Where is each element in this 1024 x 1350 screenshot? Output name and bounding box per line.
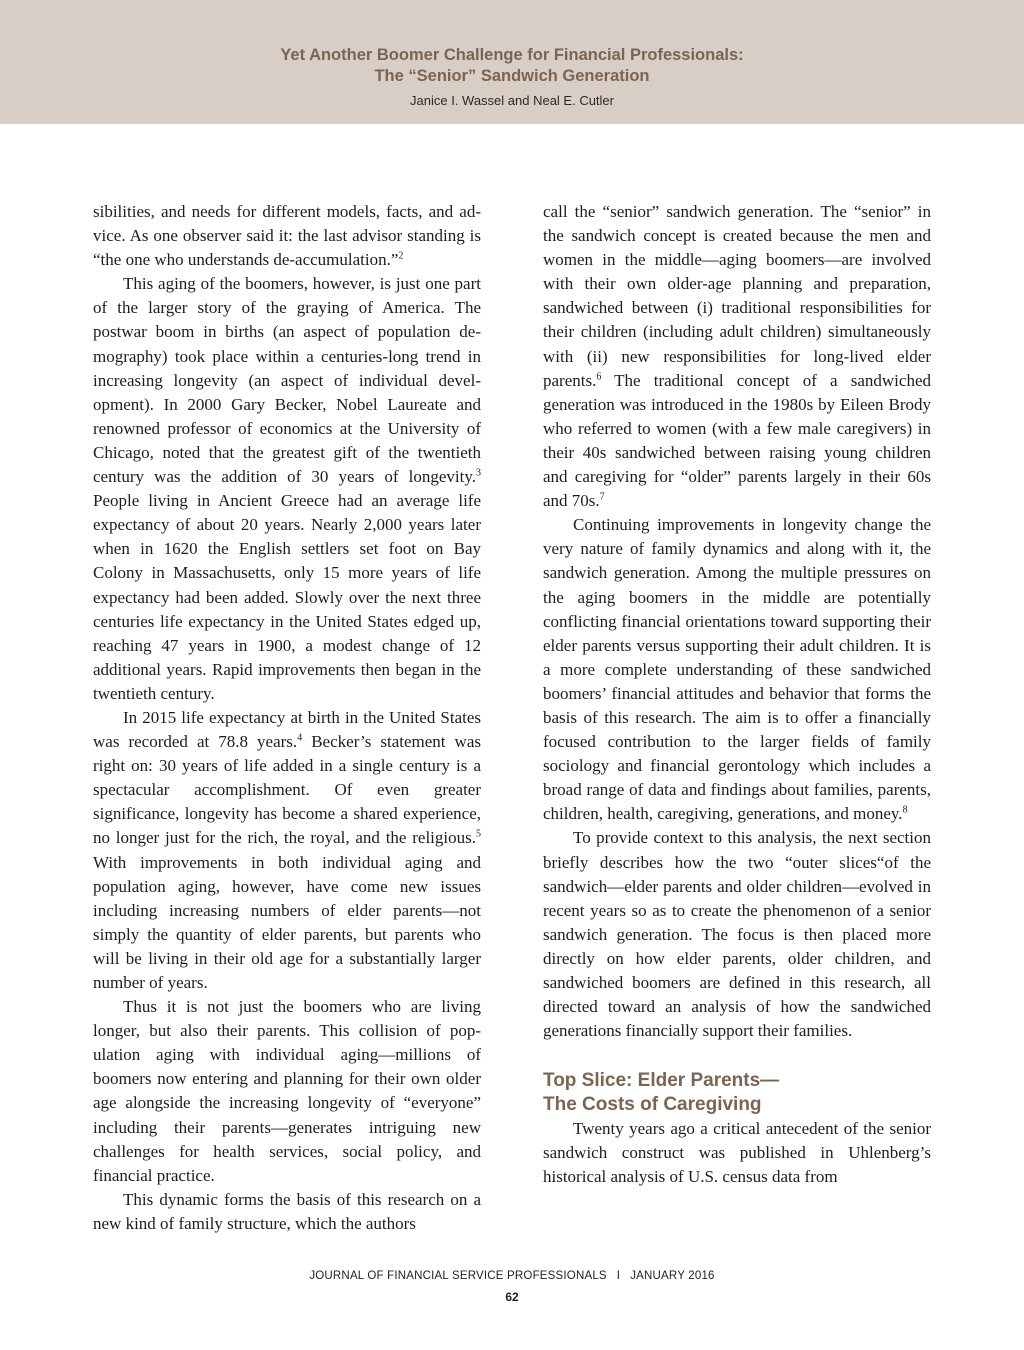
- footnote-ref[interactable]: 7: [599, 491, 605, 503]
- footer-separator: I: [616, 1270, 621, 1282]
- footnote-ref[interactable]: 8: [902, 804, 908, 816]
- running-header: [0, 0, 1024, 124]
- paragraph: Twenty years ago a critical antecedent of the senior sandwich construct was published in Uhlenberg’s historical analysis of U.S. census data from: [543, 1119, 931, 1187]
- section-heading-line-1: Top Slice: Elder Parents—: [543, 1070, 780, 1092]
- right-column: [543, 200, 931, 1190]
- running-footer: [0, 1270, 1024, 1282]
- issue-date: JANUARY 2016: [630, 1270, 715, 1282]
- paragraph: Continuing improvements in longevity change the very nature of family dynamics and along with it, the sandwich generation. Among the multiple pressures on the aging boomers in the middle are potentially conflicting financial orientations toward supporting their elder parents versus supporting their adult children. It is a more complete understanding of these sandwiched boomers’ financial attitudes and behavior that forms the basis of this research. The aim is to offer a financially focused contribution to the larger fields of family sociology and financial gerontology which includes a broad range of data and findings about families, parents, children, health, caregiving, generations, and money.$^8$: [543, 515, 931, 824]
- section-heading-line-2: The Costs of Caregiving: [543, 1094, 762, 1116]
- left-column: [93, 200, 481, 1236]
- paragraph: To provide context to this analysis, the next section briefly describes how the two “outer slices“of the sandwich—elder parents and older children—evolved in recent years so as to create the phenomenon of a senior sandwich generation. The focus is then placed more directly on how elder parents, older children, and sandwiched boomers are defined in this research, all directed toward an analysis of how the sandwiched generations financially support their families.: [543, 828, 931, 1041]
- footnote-ref[interactable]: 3: [476, 467, 481, 479]
- paragraph: In 2015 life expectancy at birth in the United States was recorded at 78.8 years.$^4$ Becker’s statement was right on: 30 years of life added in a single century is a spectacular accomplishment. Of even greater significance, longevity has become a shared experience, no longer just for the rich, the royal, and the religious.$^5$ With improvements in both individual aging and population aging, however, have come new issues including increasing numbers of elder parents—not simply the quantity of elder parents, but parents who will be living in their old age for a substantially larger number of years.: [93, 707, 481, 992]
- paragraph: call the “senior” sandwich generation. The “senior” in the sandwich concept is created because the men and women in the middle—aging boomers—are involved with their own older-age planning and preparation, sandwiched between (i) traditional responsibilities for their children (including adult children) simultaneously with (ii) new responsibilities for long-lived elder parents.$^6$ The traditional concept of a sandwiched generation was introduced in the 1980s by Eileen Brody who referred to women (with a few male caregivers) in their 40s sandwiched between raising young children and caregiving for “older” parents largely in their 60s and 70s.$^7$: [543, 202, 931, 511]
- paragraph: This dynamic forms the basis of this research on a new kind of family structure, which the authors: [93, 1189, 481, 1233]
- footnote-ref[interactable]: 6: [596, 371, 602, 382]
- journal-name: JOURNAL OF FINANCIAL SERVICE PROFESSIONALS: [309, 1270, 607, 1282]
- footnote-ref[interactable]: 2: [398, 250, 404, 262]
- footnote-ref[interactable]: 5: [476, 828, 481, 840]
- article-title-line-1: Yet Another Boomer Challenge for Financial Professionals:: [280, 46, 744, 64]
- paragraph: sibilities, and needs for different models, facts, and advice. As one observer said it: the last advisor standing is “the one who understands de-accumulation.”$^2$: [93, 202, 481, 270]
- article-title-line-2: The “Senior” Sandwich Generation: [374, 67, 650, 85]
- paragraph: Thus it is not just the boomers who are living longer, but also their parents. This collision of population aging with individual aging—millions of boomers now entering and planning for their own older age alongside the increasing longevity of “everyone” including their parents—generates intriguing new challenges for health services, social policy, and financial practice.: [93, 997, 481, 1185]
- article-authors: Janice I. Wassel and Neal E. Cutler: [410, 93, 614, 108]
- footnote-ref[interactable]: 4: [297, 732, 303, 744]
- section-heading: [543, 1069, 931, 1117]
- paragraph: This aging of the boomers, however, is just one part of the larger story of the graying of America. The postwar boom in births (an aspect of population demography) took place within a centuries-long trend in increasing longevity (an aspect of individual development). In 2000 Gary Becker, Nobel Laureate and renowned professor of economics at the University of Chicago, noted that the greatest gift of the twentieth century was the addition of 30 years of longevity.$^3$ People living in Ancient Greece had an average life expectancy of about 20 years. Nearly 2,000 years later when in 1620 the English settlers set foot on Bay Colony in Massachusetts, only 15 more years of life expectancy had been added. Slowly over the next three centuries life expectancy in the United States edged up, reaching 47 years in 1900, a modest change of 12 additional years. Rapid improvements then began in the twentieth century.: [93, 274, 481, 703]
- page-number: 62: [505, 1290, 519, 1304]
